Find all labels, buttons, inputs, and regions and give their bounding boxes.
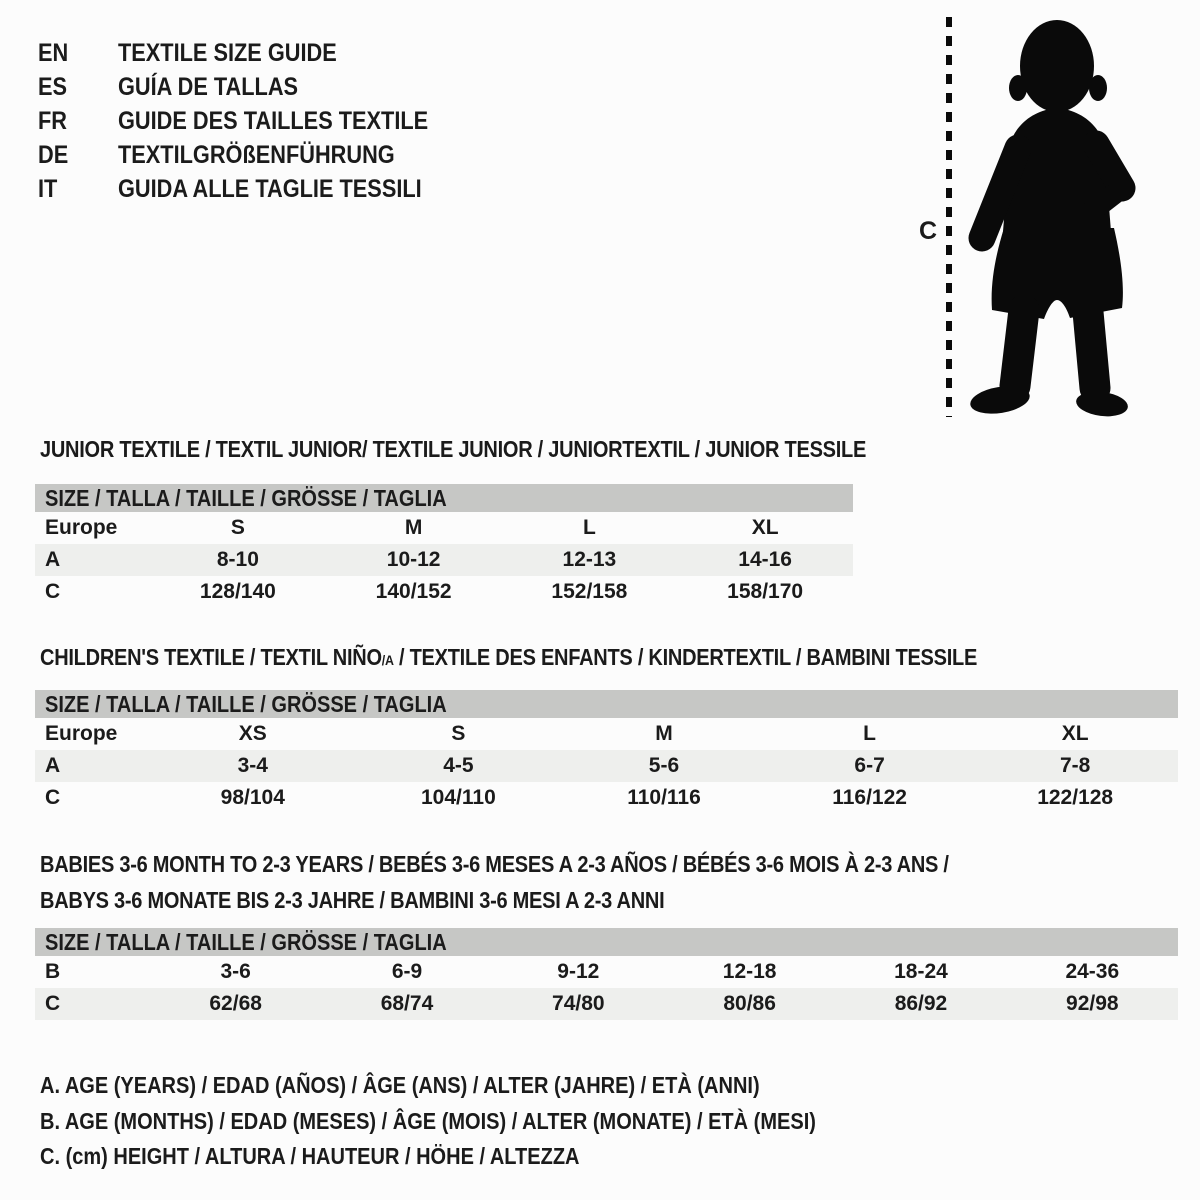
nino-a-suffix: /A [381, 653, 394, 669]
age-cell: 12-18 [722, 960, 777, 983]
age-cell: 24-36 [1065, 960, 1120, 983]
babies-title-line1: BABIES 3-6 MONTH TO 2-3 YEARS / BEBÉS 3-6 MESES A 2-3 AÑOS / BÉBÉS 3-6 MOIS À 2-3 ANS / [40, 851, 949, 877]
table-row-height [35, 782, 1178, 814]
height-cell: 158/170 [727, 580, 804, 603]
height-cell: 92/98 [1066, 992, 1119, 1015]
size-cell: M [655, 722, 673, 745]
height-cell: 68/74 [380, 992, 434, 1015]
guide-title-en: TEXTILE SIZE GUIDE [118, 38, 337, 67]
legend-age-months: B. AGE (MONTHS) / EDAD (MESES) / ÂGE (MOIS) / ALTER (MONATE) / ETÀ (MESI) [40, 1107, 816, 1134]
age-cell: 6-7 [854, 754, 885, 777]
language-code: IT [38, 174, 58, 203]
height-cell: 80/86 [723, 992, 776, 1015]
language-code: DE [38, 140, 69, 169]
age-cell: 10-12 [386, 548, 441, 571]
size-cell: S [451, 722, 466, 745]
height-cell: 140/152 [375, 580, 452, 603]
age-cell: 18-24 [894, 960, 948, 983]
height-cell: 110/116 [627, 786, 701, 809]
size-cell: XL [1061, 722, 1089, 745]
size-cell: L [863, 722, 876, 745]
size-cell: M [404, 516, 423, 539]
legend-height-cm: C. (cm) HEIGHT / ALTURA / HAUTEUR / HÖHE / ALTEZZA [40, 1143, 580, 1170]
size-cell: S [230, 516, 245, 539]
height-cell: 128/140 [199, 580, 276, 603]
height-cell: 104/110 [421, 786, 496, 809]
row-label: C [45, 580, 61, 603]
height-cell: 62/68 [209, 992, 262, 1015]
legend-age-years: A. AGE (YEARS) / EDAD (AÑOS) / ÂGE (ANS) / ALTER (JAHRE) / ETÀ (ANNI) [40, 1072, 760, 1099]
table-row-europe [35, 512, 853, 544]
babies-title-line2: BABYS 3-6 MONATE BIS 2-3 JAHRE / BAMBINI 3-6 MESI A 2-3 ANNI [40, 886, 665, 913]
row-label: C [45, 786, 61, 809]
height-cell: 122/128 [1037, 786, 1114, 809]
language-row-en [38, 36, 475, 70]
age-cell: 3-4 [237, 754, 268, 777]
height-measure-label: C [919, 217, 938, 245]
size-header-bar: SIZE / TALLA / TAILLE / GRÖSSE / TAGLIA [35, 690, 1178, 718]
row-label: A [45, 548, 61, 571]
babies-section-title [40, 847, 1085, 918]
height-cell: 86/92 [894, 992, 948, 1015]
language-code: EN [38, 38, 69, 67]
size-header-bar: SIZE / TALLA / TAILLE / GRÖSSE / TAGLIA [35, 484, 853, 512]
size-header-bar: SIZE / TALLA / TAILLE / GRÖSSE / TAGLIA [35, 928, 1178, 956]
language-row-fr [38, 104, 475, 138]
size-cell: XL [751, 516, 779, 539]
table-row-months [35, 956, 1178, 988]
age-cell: 3-6 [220, 960, 251, 983]
legend [40, 1068, 932, 1175]
baby-silhouette-icon [958, 16, 1140, 418]
row-label: Europe [45, 722, 118, 745]
language-title-list [38, 36, 475, 206]
row-label: B [45, 960, 61, 983]
junior-section-title: JUNIOR TEXTILE / TEXTIL JUNIOR/ TEXTILE JUNIOR / JUNIORTEXTIL / JUNIOR TESSILE [40, 436, 867, 462]
age-cell: 7-8 [1059, 754, 1091, 777]
children-section-title: CHILDREN'S TEXTILE / TEXTIL NIÑO/A / TEXTILE DES ENFANTS / KINDERTEXTIL / BAMBINI TESSILE [40, 644, 978, 670]
row-label: Europe [45, 516, 118, 539]
babies-size-table [35, 928, 1178, 1020]
language-row-it [38, 172, 475, 206]
height-cell: 98/104 [220, 786, 285, 809]
age-cell: 14-16 [738, 548, 792, 571]
height-cell: 152/158 [551, 580, 628, 603]
age-cell: 12-13 [562, 548, 617, 571]
age-cell: 5-6 [648, 754, 680, 777]
row-label: A [45, 754, 61, 777]
age-cell: 4-5 [443, 754, 474, 777]
guide-title-es: GUÍA DE TALLAS [118, 72, 299, 101]
guide-title-de: TEXTILGRÖßENFÜHRUNG [118, 140, 395, 169]
table-row-age [35, 544, 853, 576]
height-cell: 116/122 [832, 786, 907, 809]
guide-title-fr: GUIDE DES TAILLES TEXTILE [118, 106, 429, 135]
table-row-height [35, 988, 1178, 1020]
height-cell: 74/80 [552, 992, 605, 1015]
age-cell: 6-9 [391, 960, 423, 983]
table-row-europe [35, 718, 1178, 750]
language-row-es [38, 70, 475, 104]
table-row-age [35, 750, 1178, 782]
language-code: FR [38, 106, 67, 135]
age-cell: 8-10 [216, 548, 259, 571]
language-row-de [38, 138, 475, 172]
size-cell: L [582, 516, 596, 539]
language-code: ES [38, 72, 68, 101]
size-cell: XS [238, 722, 267, 745]
height-measure-dashed-line [946, 17, 952, 417]
row-label: C [45, 992, 61, 1015]
table-row-height [35, 576, 853, 608]
junior-size-table [35, 484, 853, 608]
children-size-table [35, 690, 1178, 814]
age-cell: 9-12 [557, 960, 600, 983]
guide-title-it: GUIDA ALLE TAGLIE TESSILI [118, 174, 422, 203]
